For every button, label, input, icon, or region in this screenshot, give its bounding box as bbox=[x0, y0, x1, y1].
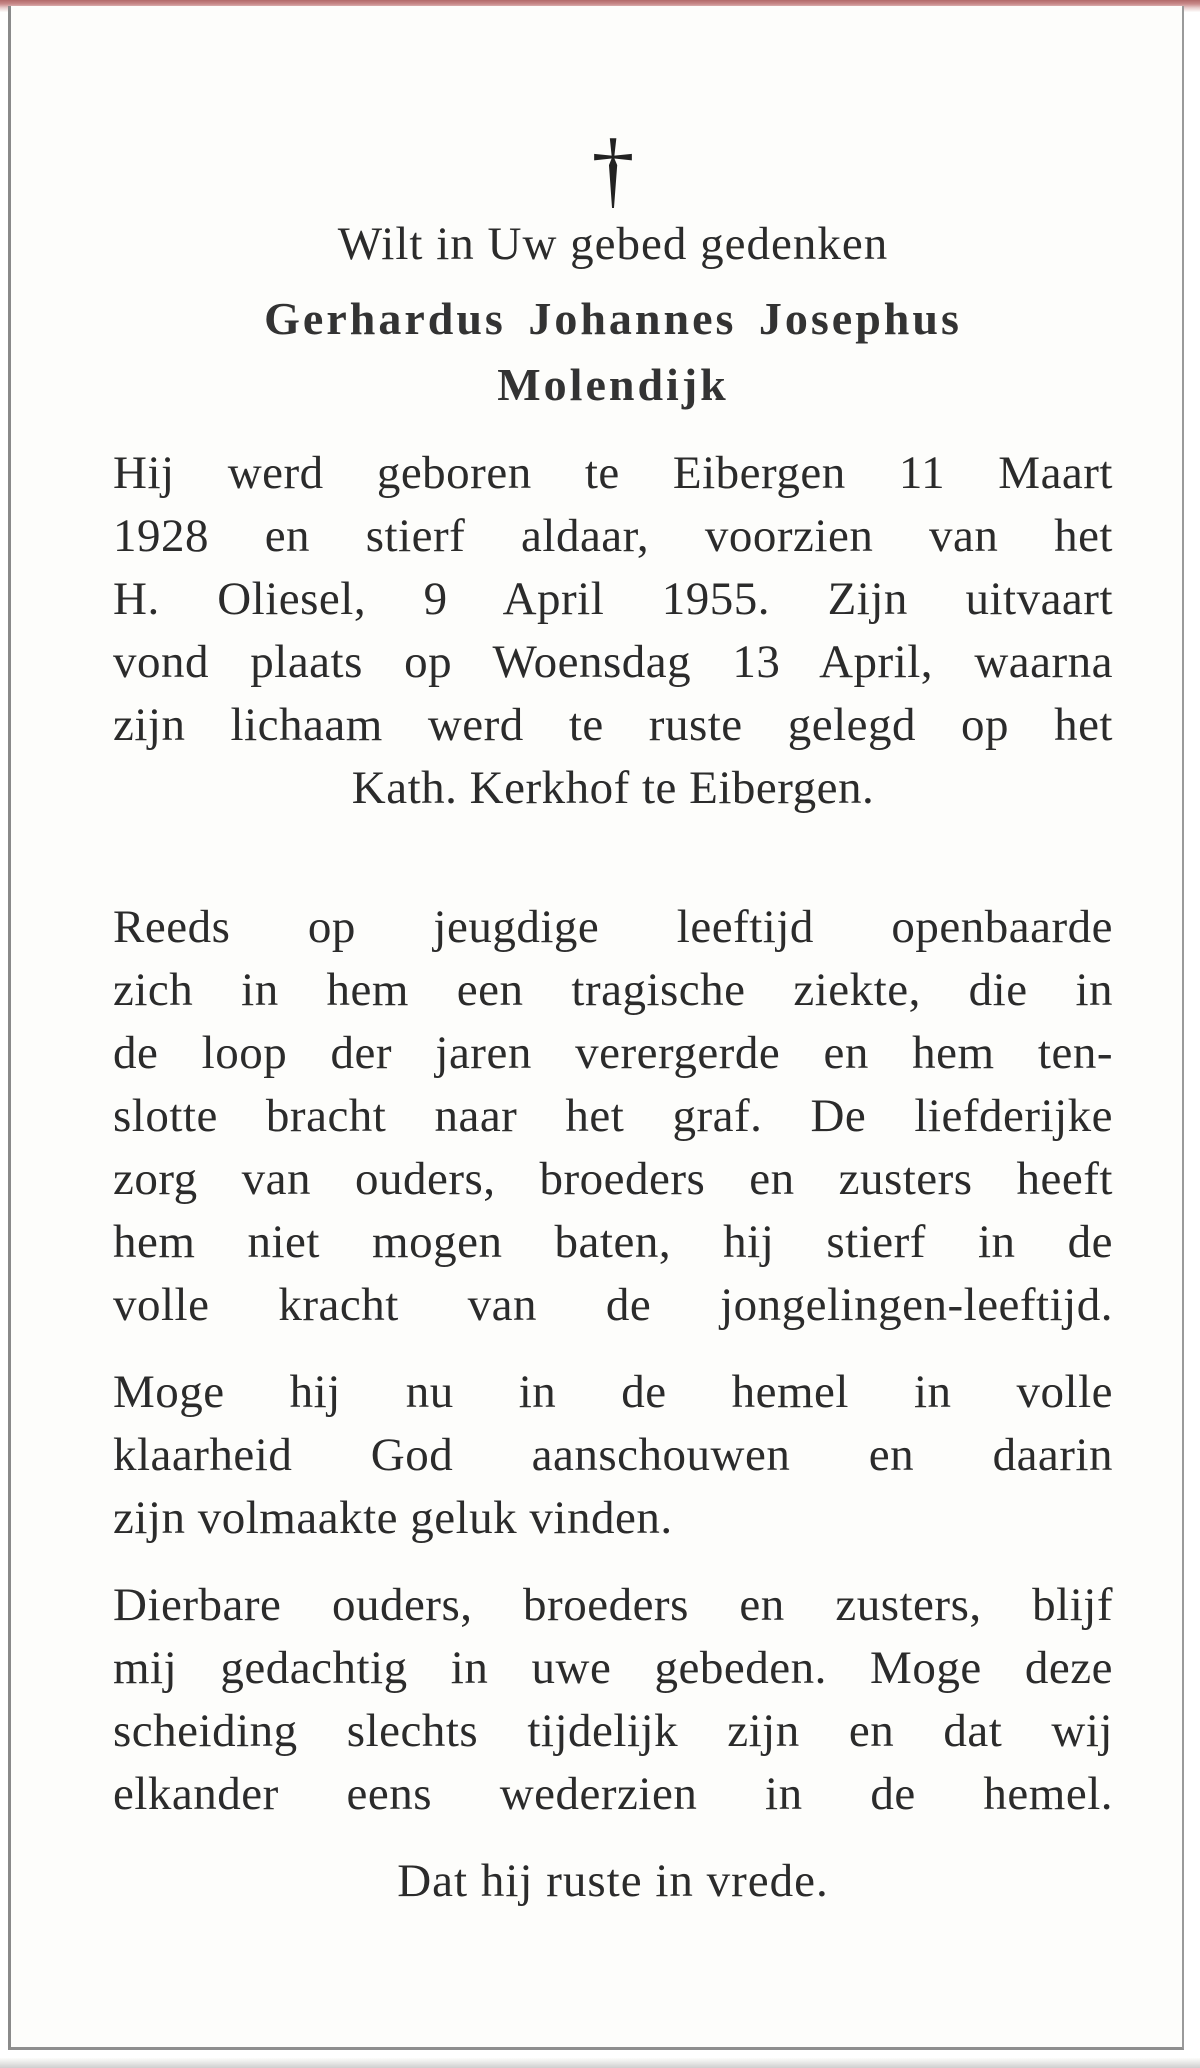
text-line: Moge hij nu in de hemel in volle bbox=[113, 1366, 1113, 1418]
text-line: hem niet mogen baten, hij stierf in de bbox=[113, 1216, 1113, 1268]
text-line: Reeds op jeugdige leeftijd openbaarde bbox=[113, 901, 1113, 953]
card-content bbox=[113, 121, 1113, 1913]
text-line: vond plaats op Woensdag 13 April, waarna bbox=[113, 636, 1113, 688]
closing-line: Dat hij ruste in vrede. bbox=[397, 1855, 829, 1907]
prayer-paragraph bbox=[113, 1361, 1113, 1550]
text-line: H. Oliesel, 9 April 1955. Zijn uitvaart bbox=[113, 573, 1113, 625]
text-line: Kath. Kerkhof te Eibergen. bbox=[351, 762, 875, 814]
text-line: mij gedachtig in uwe gebeden. Moge deze bbox=[113, 1642, 1113, 1694]
name-line-1: Gerhardus Johannes Josephus bbox=[264, 293, 962, 344]
text-line: 1928 en stierf aldaar, voorzien van het bbox=[113, 510, 1113, 562]
cross-icon: † bbox=[591, 121, 635, 217]
text-line: zijn volmaakte geluk vinden. bbox=[113, 1492, 673, 1544]
memorial-card bbox=[8, 6, 1184, 2050]
farewell-paragraph bbox=[113, 1574, 1113, 1826]
text-line: scheiding slechts tijdelijk zijn en dat wij bbox=[113, 1705, 1113, 1757]
text-line: zorg van ouders, broeders en zusters heeft bbox=[113, 1153, 1113, 1205]
illness-paragraph bbox=[113, 896, 1113, 1337]
deceased-name bbox=[113, 286, 1113, 418]
text-line: klaarheid God aanschouwen en daarin bbox=[113, 1429, 1113, 1481]
card-bottom-edge bbox=[0, 2058, 1200, 2068]
text-line: zich in hem een tragische ziekte, die in bbox=[113, 964, 1113, 1016]
text-line: slotte bracht naar het graf. De liefderijke bbox=[113, 1090, 1113, 1142]
text-line: Dierbare ouders, broeders en zusters, blijf bbox=[113, 1579, 1113, 1631]
text-line: zijn lichaam werd te ruste gelegd op het bbox=[113, 699, 1113, 751]
text-line: elkander eens wederzien in de hemel. bbox=[113, 1768, 1113, 1820]
text-line: volle kracht van de jongelingen-leeftijd. bbox=[113, 1279, 1113, 1331]
biography-paragraph bbox=[113, 442, 1113, 820]
text-line: Hij werd geboren te Eibergen 11 Maart bbox=[113, 447, 1113, 499]
opening-line: Wilt in Uw gebed gedenken bbox=[337, 218, 889, 270]
name-line-2: Molendijk bbox=[497, 359, 729, 410]
text-line: de loop der jaren verergerde en hem ten- bbox=[113, 1027, 1113, 1079]
